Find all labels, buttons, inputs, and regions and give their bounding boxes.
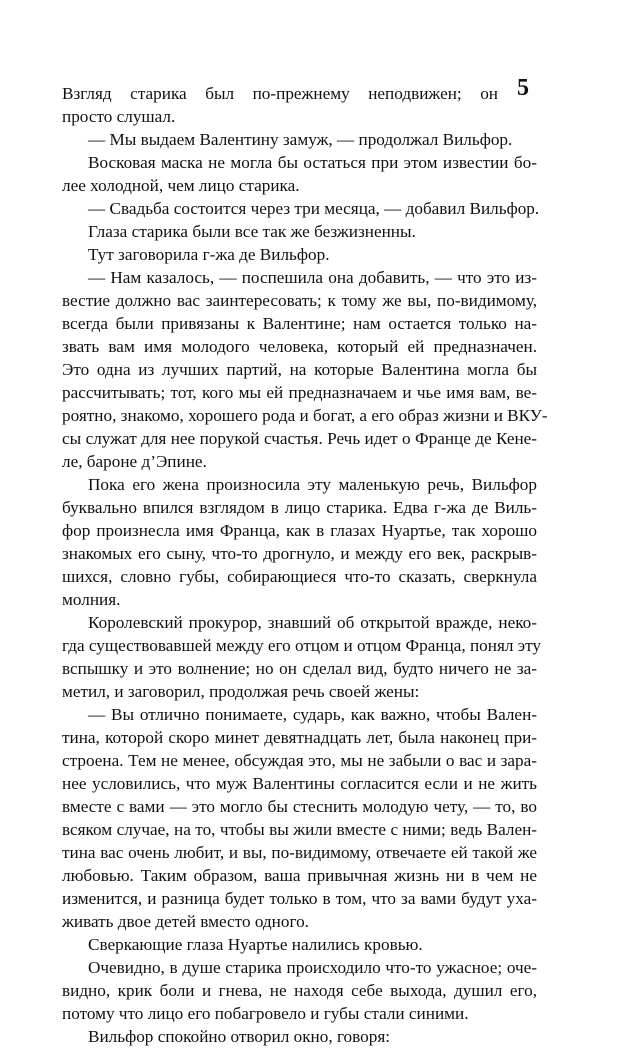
text-line: роятно, знакомо, хорошего рода и богат, а его образ жизни и ВКУ- xyxy=(62,406,548,425)
text-line: буквально впился взглядом в лицо старика. Едва г-жа де Виль- xyxy=(62,498,537,517)
text-line: Взгляд старика был по-прежнему неподвижен; он xyxy=(62,84,498,103)
text-line: Глаза старика были все так же безжизненны. xyxy=(88,222,416,241)
text-line: вестие должно вас заинтересовать; к тому же вы, по-видимому, xyxy=(62,291,537,310)
text-line: шихся, словно губы, собирающиеся что-то сказать, сверкнула xyxy=(62,567,537,586)
text-line: — Мы выдаем Валентину замуж, — продолжал Вильфор. xyxy=(88,130,513,149)
text-line: вспышку и это волнение; но он сделал вид, будто ничего не за- xyxy=(62,659,537,678)
text-line: видно, крик боли и гнева, не находя себе выхода, душил его, xyxy=(62,981,537,1000)
text-line: живать двое детей вместо одного. xyxy=(62,912,309,931)
text-line: изменится, и разница будет только в том, что за вами будут уха- xyxy=(62,889,537,908)
text-line: Тут заговорила г-жа де Вильфор. xyxy=(88,245,330,264)
text-line: нее условились, что муж Валентины согласится если и не жить xyxy=(62,774,537,793)
text-line: сы служат для нее порукой счастья. Речь идет о Франце де Кене- xyxy=(62,429,537,448)
text-line: знакомых его сыну, что-то дрогнуло, и между его век, раскрыв- xyxy=(62,544,537,563)
text-line: тина, которой скоро минет девятнадцать лет, была наконец при- xyxy=(62,728,537,747)
text-line: строена. Тем не менее, обсуждая это, мы не забыли о вас и зара- xyxy=(62,751,537,770)
text-line: гда существовавшей между его отцом и отцом Франца, понял эту xyxy=(62,636,541,655)
page-number: 5 xyxy=(517,75,529,101)
text-line: Сверкающие глаза Нуартье налились кровью. xyxy=(88,935,423,954)
text-line: любовью. Таким образом, ваша привычная жизнь ни в чем не xyxy=(62,866,537,885)
text-line: рассчитывать; тот, кого мы ей предназначаем и чье имя вам, ве- xyxy=(62,383,537,402)
text-line: метил, и заговорил, продолжая речь своей жены: xyxy=(62,682,420,701)
text-line: молния. xyxy=(62,590,121,609)
text-line: Это одна из лучших партий, на которые Валентина могла бы xyxy=(62,360,537,379)
text-line: Восковая маска не могла бы остаться при этом известии бо- xyxy=(88,153,537,172)
text-line: Вильфор спокойно отворил окно, говоря: xyxy=(88,1027,391,1046)
text-line: — Вы отлично понимаете, сударь, как важно, чтобы Вален- xyxy=(88,705,537,724)
text-line: лее холодной, чем лицо старика. xyxy=(62,176,300,195)
text-line: звать вам имя молодого человека, который ей предназначен. xyxy=(62,337,537,356)
body-text xyxy=(62,82,548,1048)
text-line: всяком случае, на то, чтобы вы жили вместе с ними; ведь Вален- xyxy=(62,820,537,839)
text-line: Королевский прокурор, знавший об открытой вражде, неко- xyxy=(88,613,537,632)
text-line: фор произнесла имя Франца, как в глазах Нуартье, так хорошо xyxy=(62,521,537,540)
text-line: просто слушал. xyxy=(62,107,176,126)
text-line: Очевидно, в душе старика происходило что-то ужасное; оче- xyxy=(88,958,537,977)
text-line: вместе с вами — это могло бы стеснить молодую чету, — то, во xyxy=(62,797,537,816)
text-line: потому что лицо его побагровело и губы стали синими. xyxy=(62,1004,469,1023)
text-line: всегда были привязаны к Валентине; нам остается только на- xyxy=(62,314,537,333)
text-line: Пока его жена произносила эту маленькую речь, Вильфор xyxy=(88,475,537,494)
text-line: — Нам казалось, — поспешила она добавить, — что это из- xyxy=(88,268,537,287)
text-line: ле, бароне д’Эпине. xyxy=(62,452,207,471)
text-line: — Свадьба состоится через три месяца, — добавил Вильфор. xyxy=(88,199,540,218)
text-line: тина вас очень любит, и вы, по-видимому, отвечаете ей такой же xyxy=(62,843,537,862)
